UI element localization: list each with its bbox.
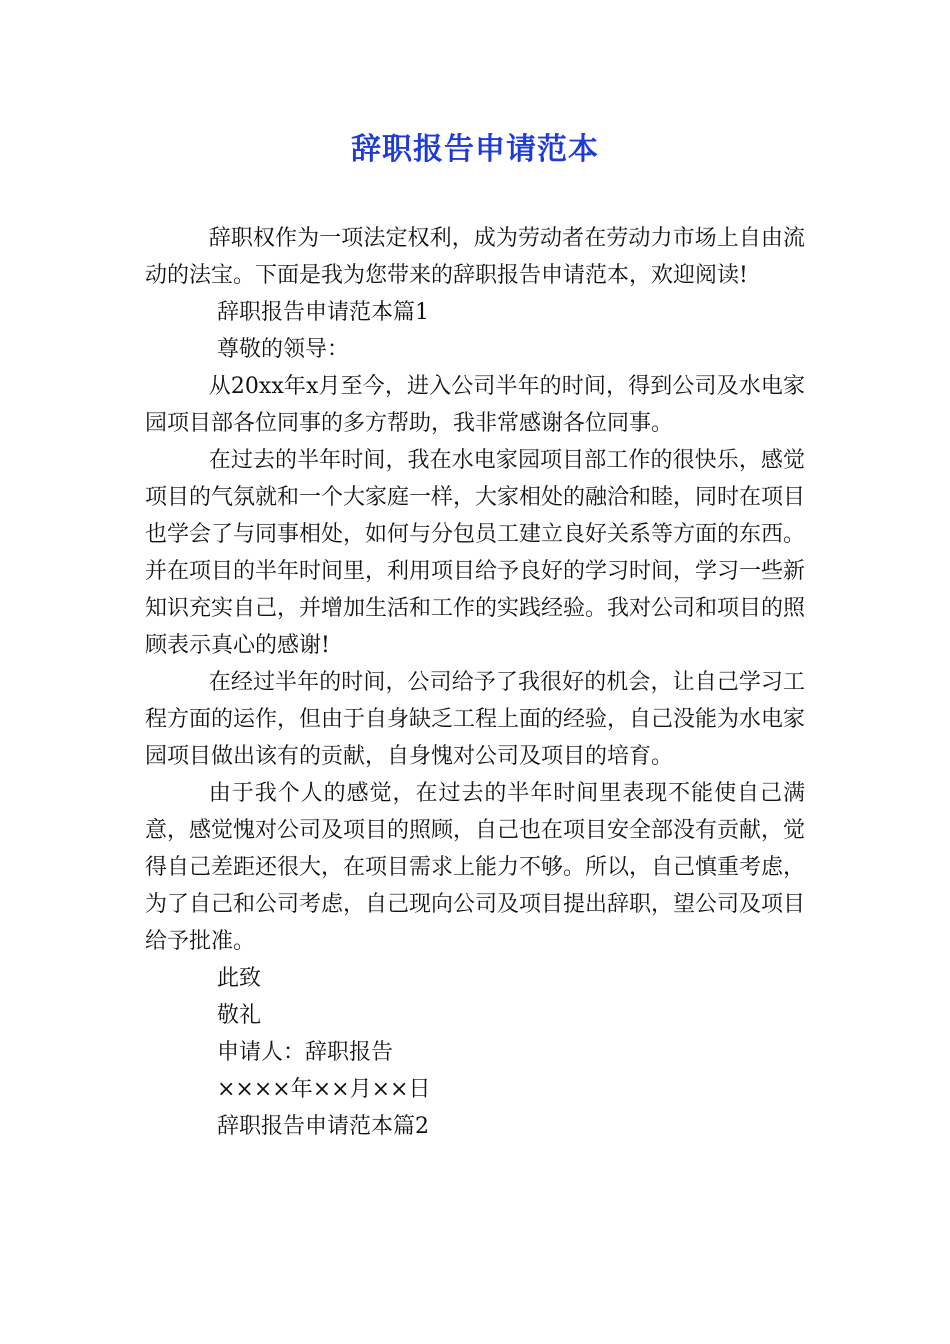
closing-line: 敬礼 <box>217 1003 262 1028</box>
section-heading: 辞职报告申请范本篇2 <box>217 1114 429 1139</box>
date-line: ××××年××月××日 <box>217 1077 431 1102</box>
intro-paragraph: 辞职权作为一项法定权利，成为劳动者在劳动力市场上自由流动的法宝。下面是我为您带来的辞职报告申请范本，欢迎阅读! <box>145 226 805 288</box>
body-paragraph: 从20xx年x月至今，进入公司半年的时间，得到公司及水电家园项目部各位同事的多方帮助，我非常感谢各位同事。 <box>145 374 805 436</box>
document-body <box>145 220 805 1145</box>
applicant-signature: 申请人：辞职报告 <box>217 1040 394 1065</box>
body-paragraph: 在过去的半年时间，我在水电家园项目部工作的很快乐，感觉项目的气氛就和一个大家庭一样，大家相处的融洽和睦，同时在项目也学会了与同事相处，如何与分包员工建立良好关系等方面的东西。并在项目的半年时间里，利用项目给予良好的学习时间，学习一些新知识充实自己，并增加生活和工作的实践经验。我对公司和项目的照顾表示真心的感谢! <box>145 448 806 658</box>
section-heading: 辞职报告申请范本篇1 <box>217 300 429 325</box>
document-title: 辞职报告申请范本 <box>351 132 599 167</box>
closing-line: 此致 <box>217 966 262 991</box>
body-paragraph: 由于我个人的感觉，在过去的半年时间里表现不能使自己满意，感觉愧对公司及项目的照顾，自己也在项目安全部没有贡献，觉得自己差距还很大，在项目需求上能力不够。所以，自己慎重考虑，为了自己和公司考虑，自己现向公司及项目提出辞职，望公司及项目给予批准。 <box>145 781 806 954</box>
body-paragraph: 在经过半年的时间，公司给予了我很好的机会，让自己学习工程方面的运作，但由于自身缺乏工程上面的经验，自己没能为水电家园项目做出该有的贡献，自身愧对公司及项目的培育。 <box>145 670 806 769</box>
salutation: 尊敬的领导： <box>217 337 350 362</box>
